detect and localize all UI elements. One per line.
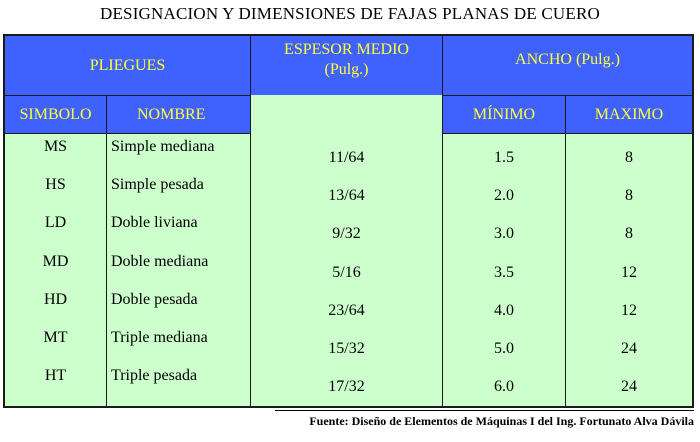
cell-espesor: 9/32 <box>332 225 361 243</box>
header-ancho-label: ANCHO (Pulg.) <box>515 51 620 68</box>
grid-line <box>565 95 566 406</box>
cell-espesor: 5/16 <box>332 263 361 281</box>
table-title: DESIGNACION Y DIMENSIONES DE FAJAS PLANAS DE CUERO <box>99 4 601 23</box>
cell-espesor: 23/64 <box>328 301 365 319</box>
cell-espesor: 17/32 <box>328 378 365 396</box>
cell-minimo: 5.0 <box>494 340 514 357</box>
cell-simbolo: MD <box>42 252 69 270</box>
source-note: Fuente: Diseño de Elementos de Máquinas I del Ing. Fortunato Alva Dávila <box>309 414 694 428</box>
header-minimo-label: MÍNIMO <box>472 105 536 123</box>
cell-nombre: Triple mediana <box>111 329 208 346</box>
header-pliegues <box>5 36 250 95</box>
cell-nombre: Triple pesada <box>111 367 198 385</box>
cell-minimo: 3.0 <box>494 225 514 243</box>
header-espesor-line2: (Pulg.) <box>324 61 369 78</box>
cell-minimo: 4.0 <box>494 301 514 319</box>
cell-minimo: 1.5 <box>494 149 514 166</box>
cell-maximo: 24 <box>621 378 637 396</box>
cell-nombre: Simple mediana <box>111 138 215 155</box>
grid-line <box>442 133 692 134</box>
header-nombre-label: NOMBRE <box>137 105 206 123</box>
grid-line <box>5 133 251 134</box>
cell-maximo: 8 <box>625 149 633 166</box>
cell-maximo: 12 <box>621 301 637 319</box>
cell-simbolo: MS <box>43 138 68 155</box>
header-simbolo-label: SIMBOLO <box>19 105 92 123</box>
cell-simbolo: HT <box>44 367 67 385</box>
header-simbolo <box>5 96 106 133</box>
header-pliegues-label: PLIEGUES <box>89 56 166 74</box>
cell-espesor: 11/64 <box>328 149 365 166</box>
cell-simbolo: MT <box>43 329 68 346</box>
cell-nombre: Simple pesada <box>111 176 204 194</box>
cell-nombre: Doble pesada <box>111 290 198 308</box>
header-maximo <box>566 96 692 133</box>
cell-nombre: Doble liviana <box>111 214 198 232</box>
grid-line <box>442 95 692 96</box>
cell-maximo: 24 <box>621 340 637 357</box>
grid-line <box>5 95 251 96</box>
source-separator <box>275 410 694 411</box>
header-minimo <box>443 96 565 133</box>
cell-espesor: 15/32 <box>328 340 365 357</box>
cell-minimo: 6.0 <box>494 378 514 396</box>
header-ancho <box>443 36 692 95</box>
belt-dimensions-table <box>3 34 694 408</box>
header-nombre <box>107 96 250 133</box>
cell-simbolo: HD <box>43 290 68 308</box>
cell-simbolo: HS <box>45 176 66 194</box>
cell-nombre: Doble mediana <box>111 252 209 270</box>
cell-espesor: 13/64 <box>328 187 365 205</box>
grid-line <box>106 95 107 406</box>
header-maximo-label: MAXIMO <box>594 105 664 123</box>
header-espesor <box>251 36 442 95</box>
cell-minimo: 2.0 <box>494 187 514 205</box>
cell-maximo: 12 <box>621 263 637 281</box>
header-espesor-line1: ESPESOR MEDIO <box>284 41 409 58</box>
cell-maximo: 8 <box>625 187 633 205</box>
cell-minimo: 3.5 <box>494 263 514 281</box>
cell-maximo: 8 <box>625 225 633 243</box>
cell-simbolo: LD <box>44 214 67 232</box>
